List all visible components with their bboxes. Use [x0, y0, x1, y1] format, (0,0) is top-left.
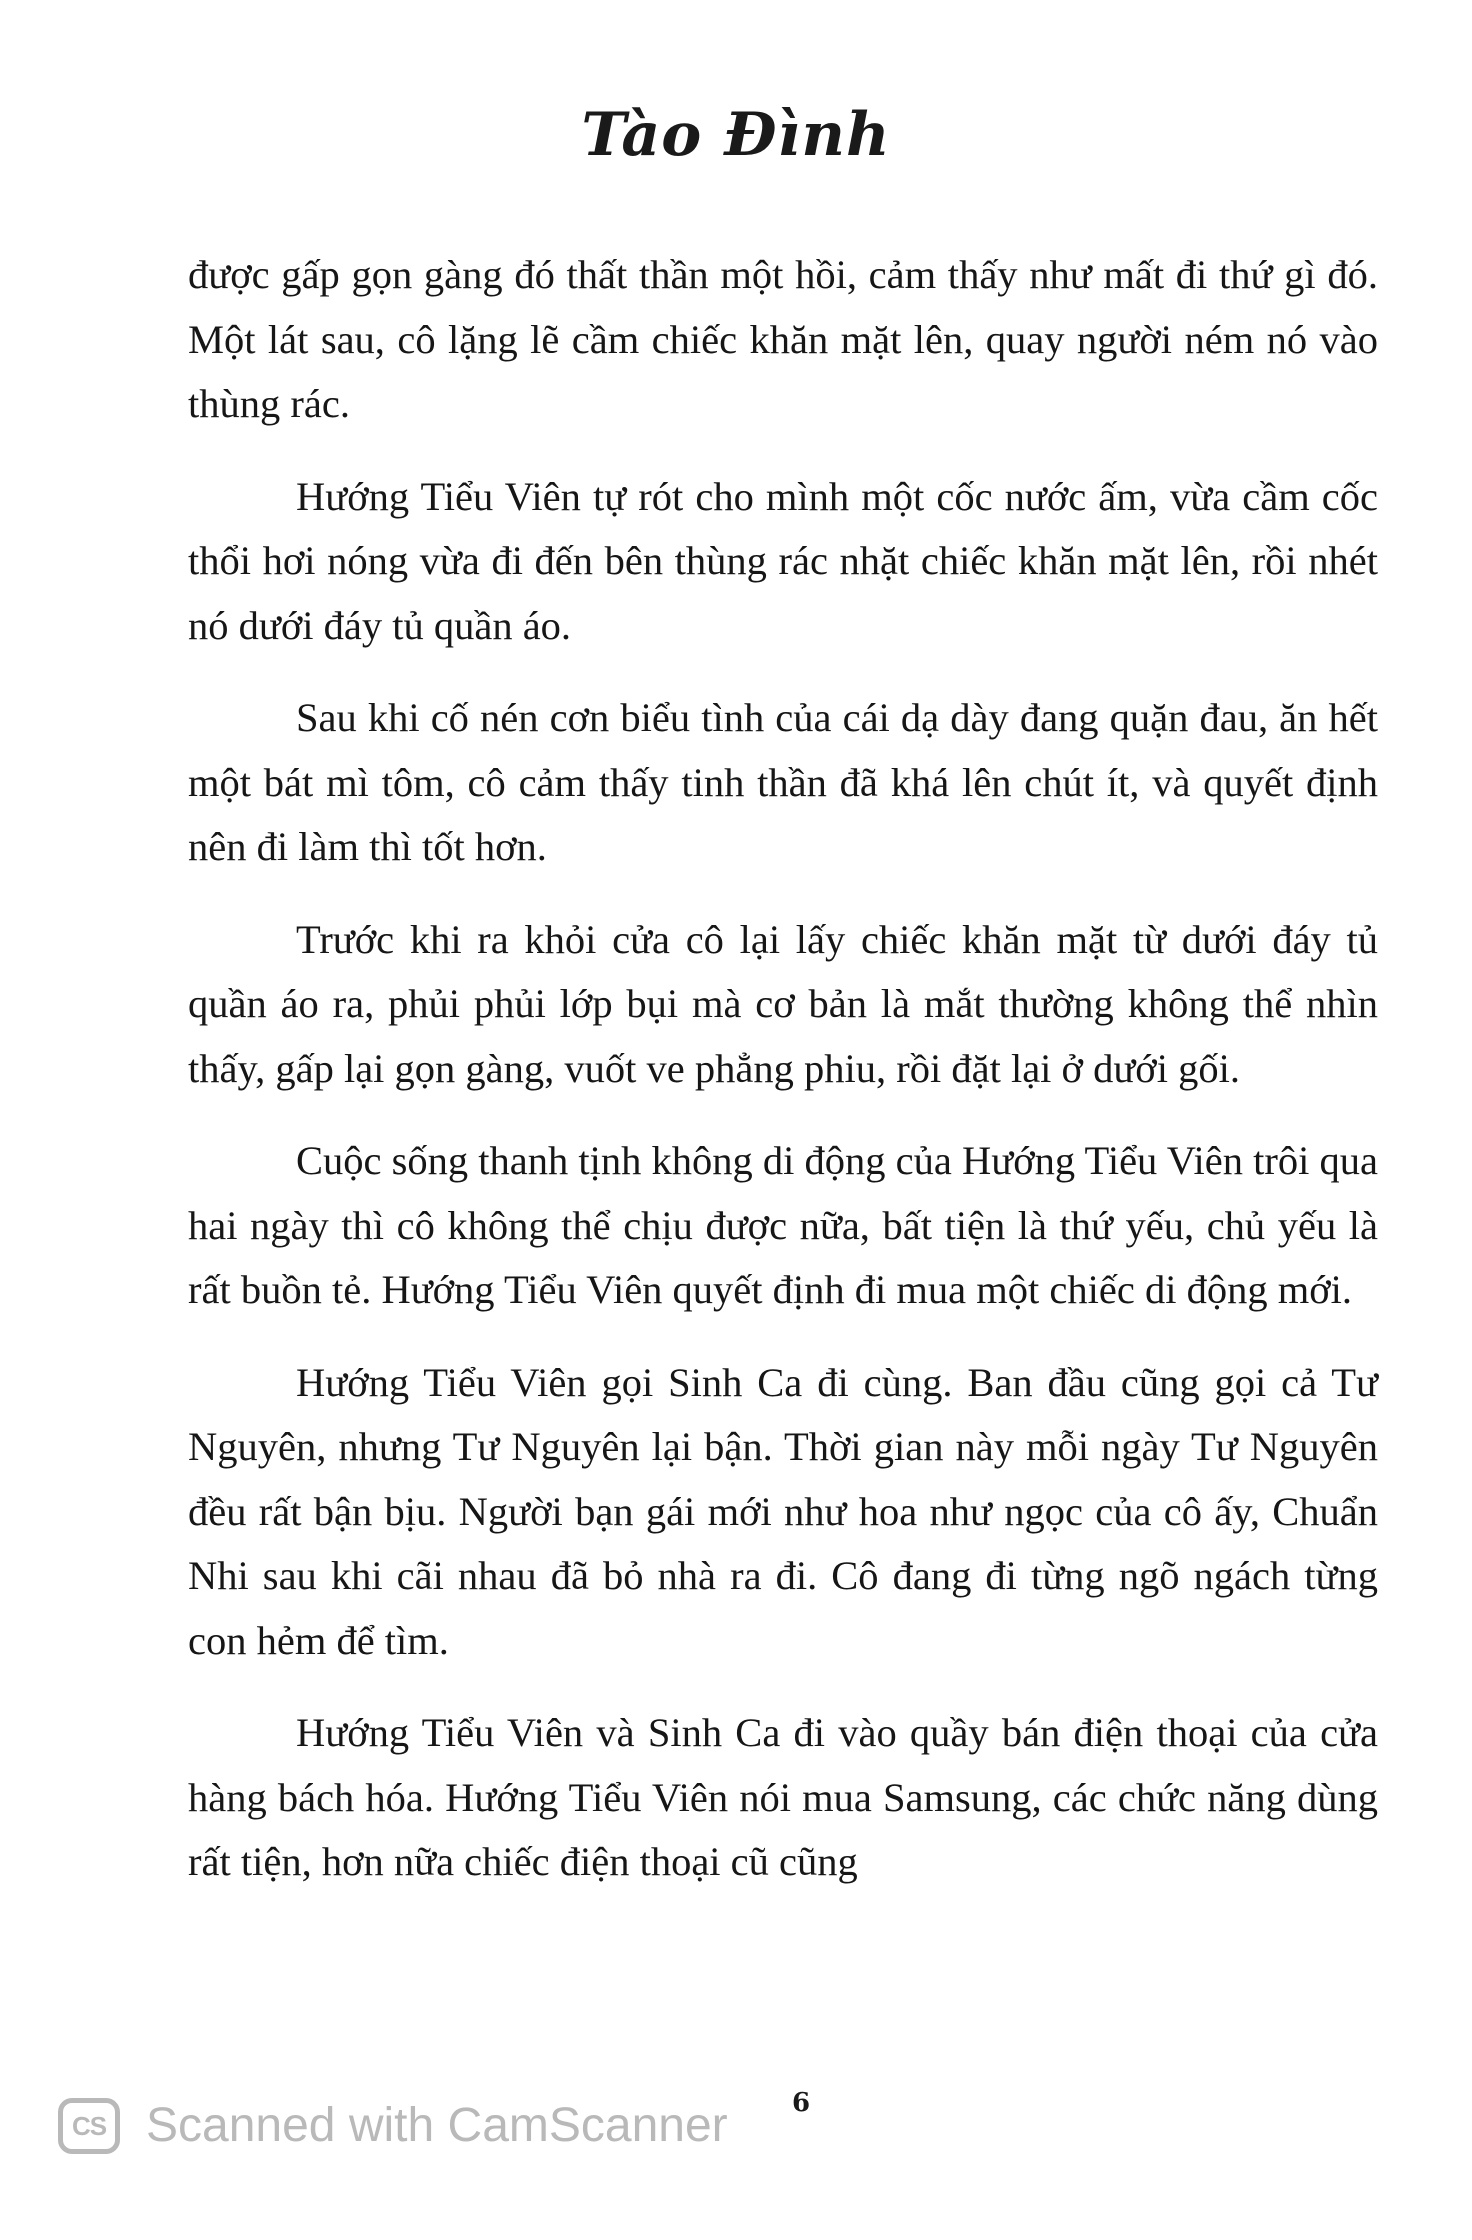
paragraph: Trước khi ra khỏi cửa cô lại lấy chiếc khăn mặt từ dưới đáy tủ quần áo ra, phủi phủi lớp bụi mà cơ bản là mắt thường không thể nhìn thấy, gấp lại gọn gàng, vuốt ve phẳng phiu, rồi đặt lại ở dưới gối. — [188, 916, 1378, 1091]
paragraph-continued: được gấp gọn gàng đó thất thần một hồi, cảm thấy như mất đi thứ gì đó. Một lát sau, cô lặng lẽ cầm chiếc khăn mặt lên, quay người ném nó vào thùng rác. — [188, 252, 1378, 426]
paragraph: Hướng Tiểu Viên tự rót cho mình một cốc nước ấm, vừa cầm cốc thổi hơi nóng vừa đi đến bên thùng rác nhặt chiếc khăn mặt lên, rồi nhét nó dưới đáy tủ quần áo. — [188, 473, 1378, 648]
scanner-watermark — [58, 2092, 818, 2162]
running-head-author: Tào Đình — [581, 100, 891, 170]
paragraph: Cuộc sống thanh tịnh không di động của Hướng Tiểu Viên trôi qua hai ngày thì cô không thể chịu được nữa, bất tiện là thứ yếu, chủ yếu là rất buồn tẻ. Hướng Tiểu Viên quyết định đi mua một chiếc di động mới. — [188, 1138, 1378, 1312]
camscanner-logo-icon: CS — [58, 2098, 120, 2154]
paragraph: Sau khi cố nén cơn biểu tình của cái dạ dày đang quặn đau, ăn hết một bát mì tôm, cô cảm thấy tinh thần đã khá lên chút ít, và quyết định nên đi làm thì tốt hơn. — [188, 695, 1378, 869]
body-text — [188, 243, 1378, 1923]
page-number: 6 — [792, 2088, 811, 2118]
paragraph: Hướng Tiểu Viên gọi Sinh Ca đi cùng. Ban đầu cũng gọi cả Tư Nguyên, nhưng Tư Nguyên lại bận. Thời gian này mỗi ngày Tư Nguyên đều rất bận bịu. Người bạn gái mới như hoa như ngọc của cô ấy, Chuẩn Nhi sau khi cãi nhau đã bỏ nhà ra đi. Cô đang đi từng ngõ ngách từng con hẻm để tìm. — [188, 1359, 1378, 1663]
watermark-text: Scanned with CamScanner — [146, 2099, 728, 2152]
paragraph: Hướng Tiểu Viên và Sinh Ca đi vào quầy bán điện thoại của cửa hàng bách hóa. Hướng Tiểu Viên nói mua Samsung, các chức năng dùng rất tiện, hơn nữa chiếc điện thoại cũ cũng — [188, 1710, 1378, 1884]
